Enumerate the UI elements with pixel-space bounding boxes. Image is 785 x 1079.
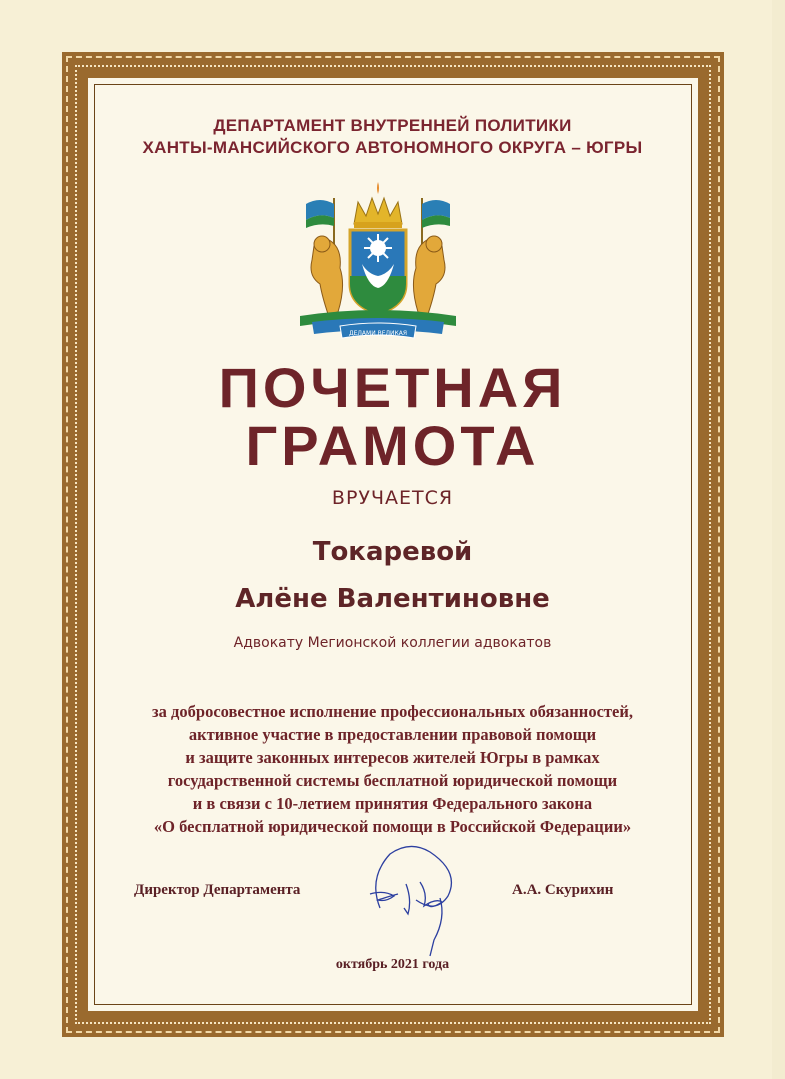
certificate-title-line2: ГРАМОТА bbox=[245, 414, 540, 477]
emblem-motto: ДЕЛАМИ ВЕЛИКАЯ bbox=[348, 330, 408, 337]
shield-icon bbox=[350, 230, 406, 314]
award-reason bbox=[0, 700, 785, 838]
certificate-title-line1: ПОЧЕТНАЯ bbox=[218, 356, 567, 419]
handwritten-signature bbox=[350, 838, 480, 963]
reason-line: и защите законных интересов жителей Югры в рамках bbox=[185, 748, 600, 767]
reason-line: и в связи с 10-летием принятия Федерального закона bbox=[192, 794, 593, 813]
reason-line: активное участие в предоставлении правовой помощи bbox=[188, 725, 597, 744]
reason-line: «О бесплатной юридической помощи в Российской Федерации» bbox=[153, 817, 632, 836]
department-title-line2: ХАНТЫ-МАНСИЙСКОГО АВТОНОМНОГО ОКРУГА – ЮГРЫ bbox=[142, 138, 643, 157]
coat-of-arms-emblem bbox=[292, 176, 464, 348]
department-title-line1: ДЕПАРТАМЕНТ ВНУТРЕННЕЙ ПОЛИТИКИ bbox=[213, 116, 572, 135]
recipient-given-names: Алёне Валентиновне bbox=[235, 584, 550, 614]
reason-line: за добросовестное исполнение профессиональных обязанностей, bbox=[152, 702, 633, 721]
issue-date: октябрь 2021 года bbox=[335, 957, 450, 972]
reason-line: государственной системы бесплатной юридической помощи bbox=[167, 771, 618, 790]
recipient-surname: Токаревой bbox=[312, 537, 473, 567]
bear-right-icon bbox=[413, 236, 445, 314]
crown-icon bbox=[354, 182, 402, 228]
signatory-role: Директор Департамента bbox=[134, 882, 301, 898]
bear-left-icon bbox=[311, 236, 343, 314]
presented-label: ВРУЧАЕТСЯ bbox=[331, 487, 454, 509]
signatory-name: А.А. Скурихин bbox=[512, 882, 614, 898]
recipient-position: Адвокату Мегионской коллегии адвокатов bbox=[233, 635, 552, 651]
